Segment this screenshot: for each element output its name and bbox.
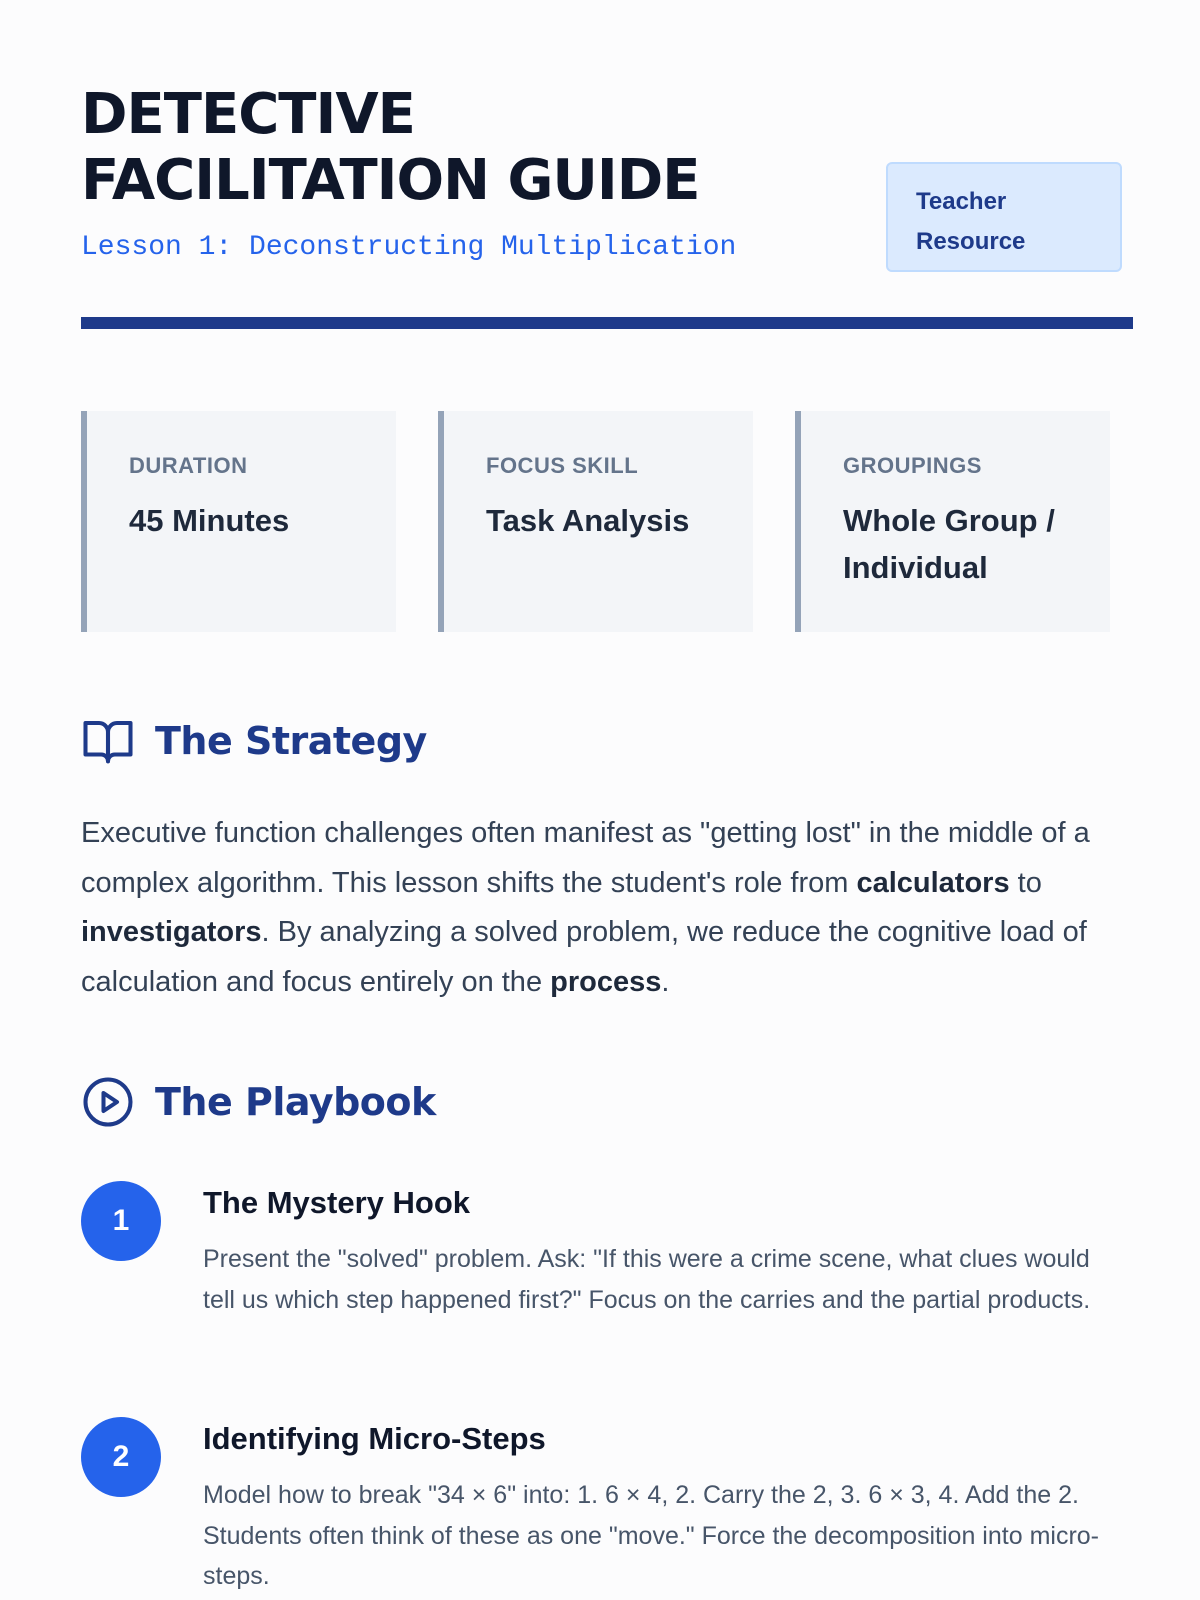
card-value: 45 Minutes	[129, 503, 290, 538]
title-line-1: DETECTIVE	[81, 82, 415, 147]
header-divider	[81, 317, 1133, 329]
badge-line-2: Resource	[916, 228, 1026, 255]
strategy-emphasis: process	[550, 965, 662, 998]
step-number-badge: 2	[81, 1417, 161, 1497]
section-title: The Playbook	[155, 1080, 436, 1124]
strategy-text: .	[661, 965, 670, 998]
strategy-text: . By analyzing a solved problem, we reduce the cognitive load of calculation and focus entirely on the	[81, 916, 1087, 998]
strategy-heading	[81, 714, 427, 768]
card-label: DURATION	[129, 453, 248, 478]
groupings-card	[795, 411, 1110, 632]
strategy-text: to	[1009, 866, 1042, 899]
card-label: FOCUS SKILL	[486, 453, 639, 478]
playbook-step	[81, 1417, 1141, 1597]
strategy-emphasis: calculators	[856, 866, 1010, 899]
lesson-subtitle: Lesson 1: Deconstructing Multiplication	[81, 232, 737, 263]
play-circle-icon	[81, 1075, 135, 1129]
teacher-resource-badge	[886, 162, 1122, 272]
section-title: The Strategy	[155, 719, 427, 763]
strategy-text: Executive function challenges often manifest as "getting lost" in the middle of a complex algorithm. This lesson shifts the student's role from	[81, 817, 1090, 899]
step-title: The Mystery Hook	[203, 1185, 471, 1220]
card-value: Whole Group / Individual	[843, 503, 1055, 585]
strategy-paragraph	[81, 809, 1141, 1007]
card-value: Task Analysis	[486, 503, 690, 538]
step-description: Present the "solved" problem. Ask: "If this were a crime scene, what clues would tell us which step happened first?" Focus on the carries and the partial products.	[203, 1245, 1091, 1314]
strategy-emphasis: investigators	[81, 916, 262, 948]
info-cards	[81, 411, 1133, 632]
book-open-icon	[81, 714, 135, 768]
playbook-step	[81, 1181, 1141, 1361]
header	[81, 82, 1131, 263]
page-title	[81, 82, 841, 214]
step-title: Identifying Micro-Steps	[203, 1421, 546, 1456]
badge-line-1: Teacher	[916, 188, 1007, 215]
card-label: GROUPINGS	[843, 453, 982, 478]
playbook-heading	[81, 1075, 436, 1129]
duration-card	[81, 411, 396, 632]
step-description: Model how to break "34 × 6" into: 1. 6 × 4, 2. Carry the 2, 3. 6 × 3, 4. Add the 2. Students often think of these as one "move." Force the decomposition into micro-steps.	[203, 1481, 1099, 1590]
step-number-badge: 1	[81, 1181, 161, 1261]
focus-skill-card	[438, 411, 753, 632]
title-line-2: FACILITATION GUIDE	[81, 148, 700, 213]
